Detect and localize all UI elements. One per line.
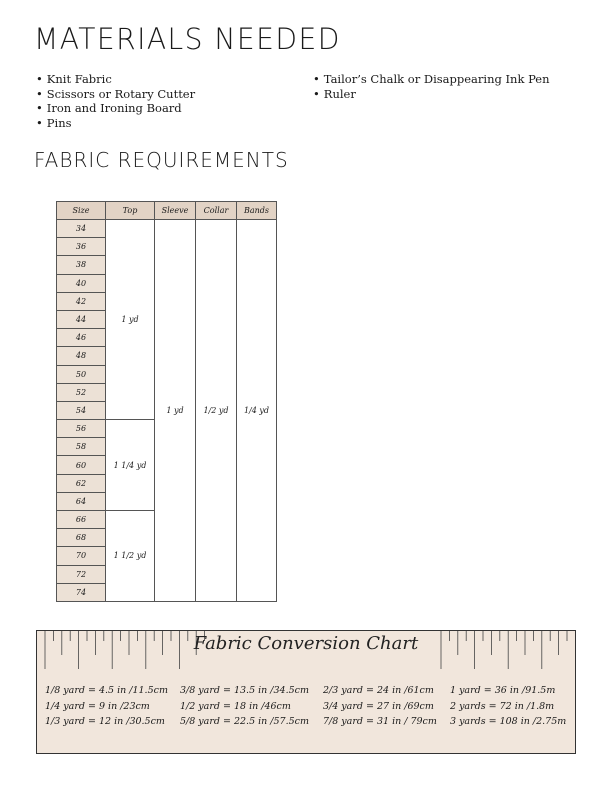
size-cell: 50 — [57, 365, 106, 383]
size-cell: 60 — [57, 456, 106, 474]
header-top: Top — [106, 202, 155, 220]
size-cell: 52 — [57, 383, 106, 401]
conversion-item: 3/8 yard = 13.5 in /34.5cm — [180, 685, 309, 696]
conversion-item: 1 yard = 36 in /91.5m — [450, 685, 556, 696]
size-cell: 56 — [57, 420, 106, 438]
conversion-item: 7/8 yard = 31 in / 79cm — [323, 716, 437, 728]
size-cell: 58 — [57, 438, 106, 456]
size-cell: 34 — [57, 220, 106, 238]
material-item: • Iron and Ironing Board — [36, 101, 195, 116]
conversion-item: 3 yards = 108 in /2.75m — [450, 716, 567, 728]
material-item: • Pins — [36, 116, 195, 131]
size-cell: 54 — [57, 401, 106, 419]
page-title: MATERIALS NEEDED — [34, 22, 341, 56]
header-collar: Collar — [196, 202, 237, 220]
size-cell: 64 — [57, 492, 106, 510]
materials-list-left — [36, 72, 195, 130]
conversion-column — [45, 683, 168, 730]
top-yardage-cell: 1 1/2 yd — [106, 511, 155, 602]
fabric-requirements-table — [56, 201, 277, 602]
size-cell: 44 — [57, 310, 106, 328]
size-cell: 42 — [57, 292, 106, 310]
conversion-chart-title: Fabric Conversion Chart — [193, 633, 419, 654]
size-cell: 38 — [57, 256, 106, 274]
top-yardage-cell: 1 1/4 yd — [106, 420, 155, 511]
conversion-item: 1/2 yard = 18 in /46cm — [180, 700, 291, 712]
conversion-item: 1/3 yard = 12 in /30.5cm — [45, 716, 165, 728]
material-item: • Scissors or Rotary Cutter — [36, 87, 195, 102]
bands-yardage-cell: 1/4 yd — [237, 220, 277, 602]
materials-list-right — [313, 72, 550, 101]
header-size: Size — [57, 202, 106, 220]
size-cell: 70 — [57, 547, 106, 565]
material-item: • Tailor’s Chalk or Disappearing Ink Pen — [313, 72, 550, 87]
conversion-column — [450, 683, 566, 730]
sleeve-yardage-cell: 1 yd — [155, 220, 196, 602]
size-cell: 40 — [57, 274, 106, 292]
top-yardage-cell: 1 yd — [106, 220, 155, 420]
conversion-item: 1/4 yard = 9 in /23cm — [45, 700, 150, 712]
header-bands: Bands — [237, 202, 277, 220]
size-cell: 46 — [57, 329, 106, 347]
fabric-conversion-chart — [36, 630, 576, 754]
conversion-item: 3/4 yard = 27 in /69cm — [323, 700, 434, 712]
conversion-column — [180, 683, 309, 730]
material-item: • Ruler — [313, 87, 550, 102]
conversion-item: 2 yards = 72 in /1.8m — [450, 700, 555, 712]
size-cell: 74 — [57, 583, 106, 601]
conversion-column — [323, 683, 437, 730]
size-cell: 62 — [57, 474, 106, 492]
collar-yardage-cell: 1/2 yd — [196, 220, 237, 602]
table-row — [57, 220, 277, 238]
size-cell: 48 — [57, 347, 106, 365]
size-cell: 72 — [57, 565, 106, 583]
table-header-row — [57, 202, 277, 220]
header-sleeve: Sleeve — [155, 202, 196, 220]
size-cell: 68 — [57, 529, 106, 547]
size-cell: 66 — [57, 511, 106, 529]
conversion-item: 5/8 yard = 22.5 in /57.5cm — [180, 716, 309, 728]
conversion-item: 1/8 yard = 4.5 in /11.5cm — [45, 685, 168, 696]
section-title: FABRIC REQUIREMENTS — [34, 148, 289, 172]
conversion-item: 2/3 yard = 24 in /61cm — [323, 685, 434, 696]
material-item: • Knit Fabric — [36, 72, 195, 87]
size-cell: 36 — [57, 238, 106, 256]
